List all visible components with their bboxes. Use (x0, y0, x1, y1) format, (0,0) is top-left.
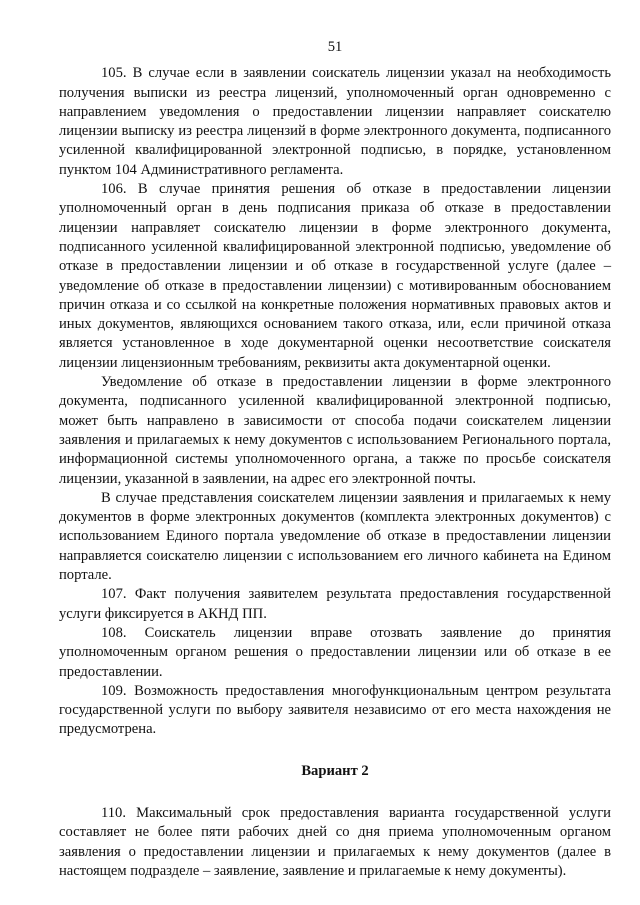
paragraph-108: 108. Соискатель лицензии вправе отозвать заявление до принятия уполномоченным органом решения о предоставлении лицензии или об отказе в ее предоставлении. (59, 624, 611, 680)
paragraph-refusal-notice: Уведомление об отказе в предоставлении лицензии в форме электронного документа, подписанного усиленной квалифицированной электронной подписью, может быть направлено в зависимости от способа подачи соискателем лицензии заявления и прилагаемых к нему документов с использованием Регионального портала, информационной системы уполномоченного органа, а также по просьбе соискателя лицензии, указанной в заявлении, на адрес его электронной почты. (59, 374, 611, 487)
paragraph-105: 105. В случае если в заявлении соискатель лицензии указал на необходимость получения выписки из реестра лицензий, уполномоченный орган одновременно с направлением уведомления о предоставлении лицензии направляет соискателю лицензии выписку из реестра лицензий в форме электронного документа, подписанного усиленной квалифицированной электронной подписью, в порядке, установленном пунктом 104 Административного регламента. (59, 65, 611, 178)
paragraph-110: 110. Максимальный срок предоставления варианта государственной услуги составляет не более пяти рабочих дней со дня приема уполномоченным органом заявления о предоставлении лицензии и прилагаемых к нему документов (далее в настоящем подразделе – заявление, заявление и прилагаемые к нему документы). (59, 804, 611, 879)
paragraph-unified-portal: В случае представления соискателем лицензии заявления и прилагаемых к нему документов в форме электронных документов (комплекта электронных документов) с использованием Единого портала уведомление об отказе в предоставлении лицензии направляется соискателю лицензии с использованием его личного кабинета на Едином портале. (59, 489, 611, 584)
document-page (59, 38, 611, 881)
page-number: 51 (327, 39, 343, 55)
paragraph-109: 109. Возможность предоставления многофункциональным центром результата государственной услуги по выбору заявителя независимо от его места нахождения не предусмотрена. (59, 682, 611, 738)
paragraph-107: 107. Факт получения заявителем результата предоставления государственной услуги фиксируется в АКНД ПП. (59, 586, 611, 622)
section-heading: Вариант 2 (301, 762, 369, 779)
paragraph-106: 106. В случае принятия решения об отказе в предоставлении лицензии уполномоченный орган в день подписания приказа об отказе в предоставлении лицензии направляет соискателю лицензии в форме электронного документа, подписанного усиленной квалифицированной электронной подписью, уведомление об отказе в предоставлении лицензии и об отказе в государственной услуге (далее – уведомление об отказе в предоставлении лицензии) с мотивированным обоснованием причин отказа и со ссылкой на конкретные положения нормативных правовых актов и иных документов, являющихся основанием такого отказа, или, если причиной отказа является установленное в ходе документарной оценки несоответствие соискателя лицензии лицензионным требованиям, реквизиты акта документарной оценки. (59, 181, 611, 371)
